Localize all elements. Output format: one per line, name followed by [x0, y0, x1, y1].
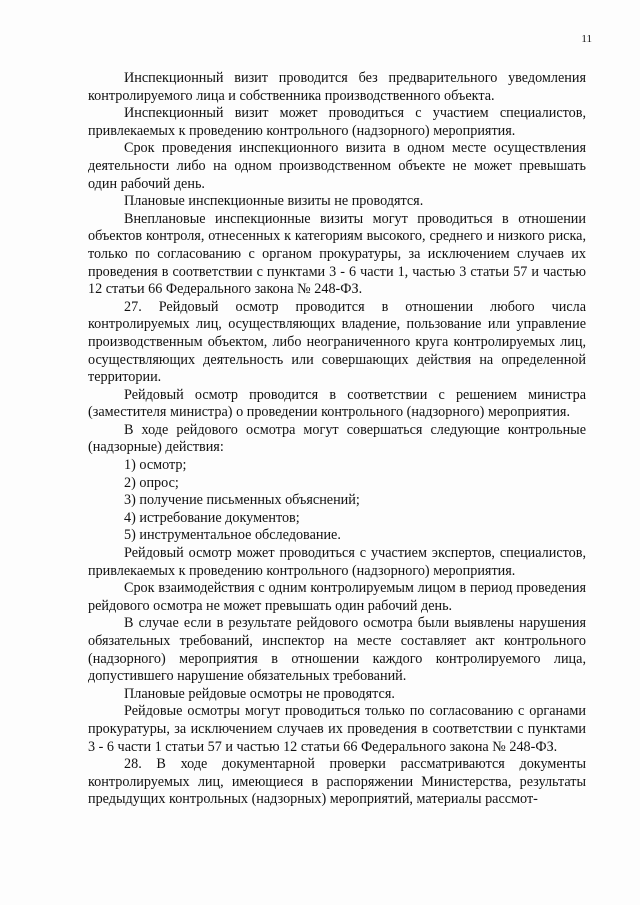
list-item: 4) истребование документов;: [124, 509, 300, 526]
paragraph: 28. В ходе документарной проверки рассматриваются документы контролируемых лиц, имеющиеся в распоряжении Министерства, результаты предыдущих контрольных (надзорных) мероприятий, материалы рассмот-: [88, 756, 586, 808]
paragraph: Рейдовые осмотры могут проводиться только по согласованию с органами прокуратуры, за исключением случаев их проведения в соответствии с пунктами 3 - 6 части 1 статьи 57 и частью 12 статьи 66 Федерального закона № 248-ФЗ.: [88, 703, 586, 755]
paragraph: Плановые инспекционные визиты не проводятся.: [124, 193, 424, 210]
paragraph: В ходе рейдового осмотра могут совершаться следующие контрольные (надзорные) действия:: [88, 421, 586, 456]
paragraph: Рейдовый осмотр проводится в соответствии с решением министра (заместителя министра) о проведении контрольного (надзорного) мероприятия.: [88, 386, 586, 421]
paragraph: 27. Рейдовый осмотр проводится в отношении любого числа контролируемых лиц, осуществляющих владение, пользование или управление производственным объектом, либо неограниченного круга контролируемых лиц, осуществляющих деятельность или совершающих действия на определенной территории.: [88, 298, 586, 386]
paragraph: Срок проведения инспекционного визита в одном месте осуществления деятельности либо на одном производственном объекте не может превышать один рабочий день.: [88, 140, 586, 192]
list-item: 3) получение письменных объяснений;: [124, 492, 360, 509]
paragraph: Плановые рейдовые осмотры не проводятся.: [124, 685, 395, 702]
paragraph: Рейдовый осмотр может проводиться с участием экспертов, специалистов, привлекаемых к проведению контрольного (надзорного) мероприятия.: [88, 545, 586, 579]
paragraph: Инспекционный визит проводится без предварительного уведомления контролируемого лица и собственника производственного объекта.: [88, 70, 586, 104]
document-body: [88, 70, 586, 809]
paragraph: В случае если в результате рейдового осмотра были выявлены нарушения обязательных требований, инспектор на месте составляет акт контрольного (надзорного) мероприятия в отношении каждого контролируемого лица, допустившего нарушение обязательных требований.: [88, 615, 586, 685]
paragraph: Срок взаимодействия с одним контролируемым лицом в период проведения рейдового осмотра не может превышать один рабочий день.: [88, 580, 586, 614]
paragraph: Инспекционный визит может проводиться с участием специалистов, привлекаемых к проведению контрольного (надзорного) мероприятия.: [88, 105, 586, 139]
page-number: 11: [581, 33, 592, 45]
list-item: 5) инструментальное обследование.: [124, 527, 341, 544]
list-item: 1) осмотр;: [124, 457, 187, 474]
paragraph: Внеплановые инспекционные визиты могут проводиться в отношении объектов контроля, отнесенных к категориям высокого, среднего и низкого риска, только по согласованию с органом прокуратуры, за исключением случаев их проведения в соответствии с пунктами 3 - 6 части 1, частью 3 статьи 57 и частью 12 статьи 66 Федерального закона № 248-ФЗ.: [88, 210, 586, 298]
list-item: 2) опрос;: [124, 474, 179, 491]
